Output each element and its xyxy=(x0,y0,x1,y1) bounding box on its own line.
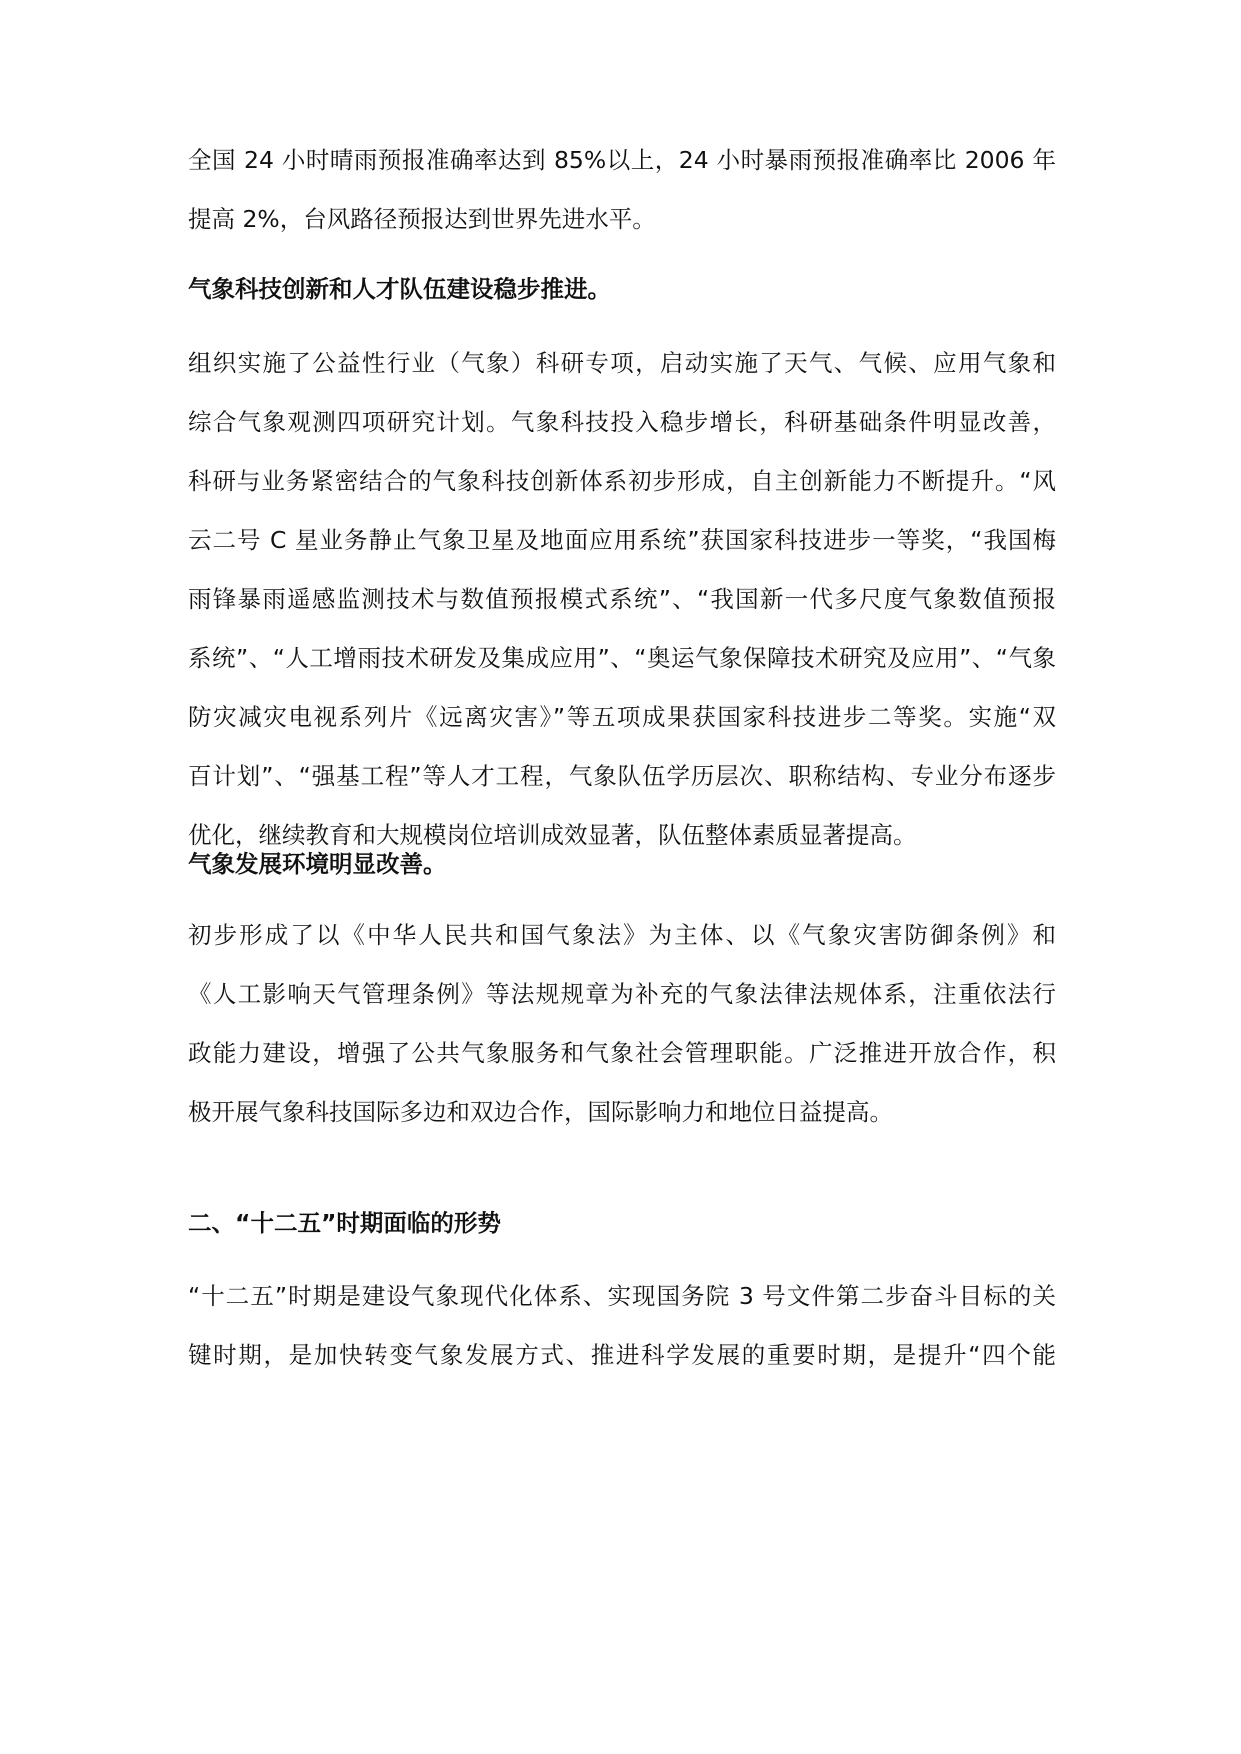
paragraph-line: 综合气象观测四项研究计划。气象科技投入稳步增长，科研基础条件明显改善， xyxy=(188,408,1056,436)
paragraph-line: 系统”、“人工增雨技术研发及集成应用”、“奥运气象保障技术研究及应用”、“气象 xyxy=(188,644,1056,672)
paragraph-line: “十二五”时期是建设气象现代化体系、实现国务院 3 号文件第二步奋斗目标的关 xyxy=(188,1282,1056,1310)
paragraph-line: 全国 24 小时晴雨预报准确率达到 85%以上，24 小时暴雨预报准确率比 2006 年 xyxy=(188,146,1056,174)
paragraph-forecast-accuracy xyxy=(188,131,1056,249)
paragraph-tech-innovation xyxy=(188,334,1056,865)
paragraph-line: 云二号 C 星业务静止气象卫星及地面应用系统”获国家科技进步一等奖，“我国梅 xyxy=(188,526,1056,554)
paragraph-line: 防灾减灾电视系列片《远离灾害》”等五项成果获国家科技进步二等奖。实施“双 xyxy=(188,703,1056,731)
chapter-heading-situation: 二、“十二五”时期面临的形势 xyxy=(188,1209,501,1237)
paragraph-line: 提高 2%，台风路径预报达到世界先进水平。 xyxy=(188,205,656,233)
paragraph-line: 键时期，是加快转变气象发展方式、推进科学发展的重要时期，是提升“四个能 xyxy=(188,1341,1056,1369)
paragraph-line: 政能力建设，增强了公共气象服务和气象社会管理职能。广泛推进开放合作，积 xyxy=(188,1039,1056,1067)
paragraph-line: 初步形成了以《中华人民共和国气象法》为主体、以《气象灾害防御条例》和 xyxy=(188,921,1056,949)
paragraph-line: 组织实施了公益性行业（气象）科研专项，启动实施了天气、气候、应用气象和 xyxy=(188,349,1056,377)
paragraph-line: 雨锋暴雨遥感监测技术与数值预报模式系统”、“我国新一代多尺度气象数值预报 xyxy=(188,585,1056,613)
paragraph-line: 优化，继续教育和大规模岗位培训成效显著，队伍整体素质显著提高。 xyxy=(188,821,917,849)
section-heading-environment: 气象发展环境明显改善。 xyxy=(188,850,447,878)
paragraph-line: 《人工影响天气管理条例》等法规规章为补充的气象法律法规体系，注重依法行 xyxy=(188,980,1056,1008)
paragraph-situation xyxy=(188,1267,1056,1385)
paragraph-environment xyxy=(188,906,1056,1142)
paragraph-line: 科研与业务紧密结合的气象科技创新体系初步形成，自主创新能力不断提升。“风 xyxy=(188,467,1056,495)
section-heading-tech-innovation: 气象科技创新和人才队伍建设稳步推进。 xyxy=(188,275,611,303)
paragraph-line: 百计划”、“强基工程”等人才工程，气象队伍学历层次、职称结构、专业分布逐步 xyxy=(188,762,1056,790)
paragraph-line: 极开展气象科技国际多边和双边合作，国际影响力和地位日益提高。 xyxy=(188,1098,893,1126)
